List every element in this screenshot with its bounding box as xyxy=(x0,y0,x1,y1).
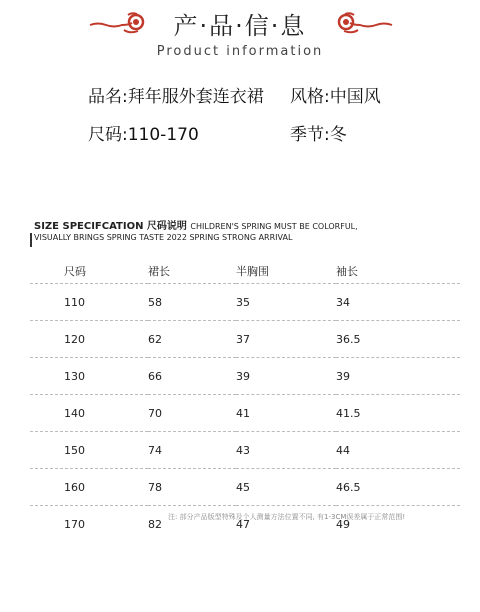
cell-half-chest: 35 xyxy=(236,284,336,321)
cell-sleeve-length: 36.5 xyxy=(336,321,460,358)
cell-skirt-length: 82 xyxy=(148,517,162,531)
product-size-value: 110-170 xyxy=(127,125,199,145)
cell-size: 140 xyxy=(30,395,148,432)
cell-half-chest: 47 xyxy=(236,517,250,531)
product-style-value: 中国风 xyxy=(329,87,381,107)
table-row xyxy=(30,358,460,395)
table-row xyxy=(30,395,460,432)
header-sleeve-length: 袖长 xyxy=(336,259,460,284)
cell-sleeve-length: 41.5 xyxy=(336,395,460,432)
cell-sleeve-length: 39 xyxy=(336,358,460,395)
cell-size: 150 xyxy=(30,432,148,469)
cell-skirt-length: 78 xyxy=(148,469,236,506)
cell-size: 110 xyxy=(30,284,148,321)
size-table xyxy=(30,259,460,542)
product-name-value: 拜年服外套连衣裙 xyxy=(127,87,264,107)
table-row xyxy=(30,321,460,358)
cell-skirt-length: 58 xyxy=(148,284,236,321)
product-name-label: 品名: xyxy=(88,87,128,107)
product-style-label: 风格: xyxy=(290,87,330,107)
cell-half-chest: 39 xyxy=(236,358,336,395)
product-season xyxy=(290,120,347,145)
cell-skirt-length: 70 xyxy=(148,395,236,432)
cell-half-chest: 37 xyxy=(236,321,336,358)
cell-skirt-length: 62 xyxy=(148,321,236,358)
measurement-note: 注: 部分产品版型特殊及个人测量方法位置不同, 有1-3CM误差属于正常范围! xyxy=(168,513,406,521)
table-row xyxy=(30,469,460,506)
cloud-ornament-right-icon xyxy=(336,10,394,36)
cell-sleeve-length: 46.5 xyxy=(336,469,460,506)
cell-skirt-length: 74 xyxy=(148,432,236,469)
product-size xyxy=(88,120,199,145)
header-half-chest: 半胸围 xyxy=(236,259,336,284)
table-row xyxy=(30,506,460,543)
cell-half-chest: 41 xyxy=(236,395,336,432)
cell-size: 160 xyxy=(30,469,148,506)
spec-heading-title: SIZE SPECIFCATION 尺码说明 xyxy=(34,221,187,232)
header-skirt-length: 裙长 xyxy=(148,259,236,284)
spec-heading-tail: CHILDREN'S SPRING MUST BE COLORFUL, xyxy=(190,222,358,231)
cell-skirt-length: 66 xyxy=(148,358,236,395)
cell-sleeve-length: 49 xyxy=(336,517,350,531)
section-divider xyxy=(30,233,32,247)
cell-size: 120 xyxy=(30,321,148,358)
cell-half-chest: 45 xyxy=(236,469,336,506)
product-season-label: 季节: xyxy=(290,125,330,145)
page-title: 产·品·信·息 xyxy=(173,12,307,40)
cell-size: 170 xyxy=(64,517,85,531)
table-row xyxy=(30,432,460,469)
spec-heading xyxy=(34,217,358,232)
table-header-row xyxy=(30,259,460,284)
cell-sleeve-length: 44 xyxy=(336,432,460,469)
spec-subheading: VISUALLY BRINGS SPRING TASTE 2022 SPRING STRONG ARRIVAL xyxy=(34,233,293,242)
cell-sleeve-length: 34 xyxy=(336,284,460,321)
table-row xyxy=(30,284,460,321)
header xyxy=(0,0,480,70)
product-style xyxy=(290,82,381,107)
page-subtitle: Product information xyxy=(156,44,324,59)
header-size: 尺码 xyxy=(30,259,148,284)
product-size-label: 尺码: xyxy=(88,125,128,145)
product-season-value: 冬 xyxy=(329,125,347,145)
cell-half-chest: 43 xyxy=(236,432,336,469)
cell-size: 130 xyxy=(30,358,148,395)
product-name xyxy=(88,82,264,107)
